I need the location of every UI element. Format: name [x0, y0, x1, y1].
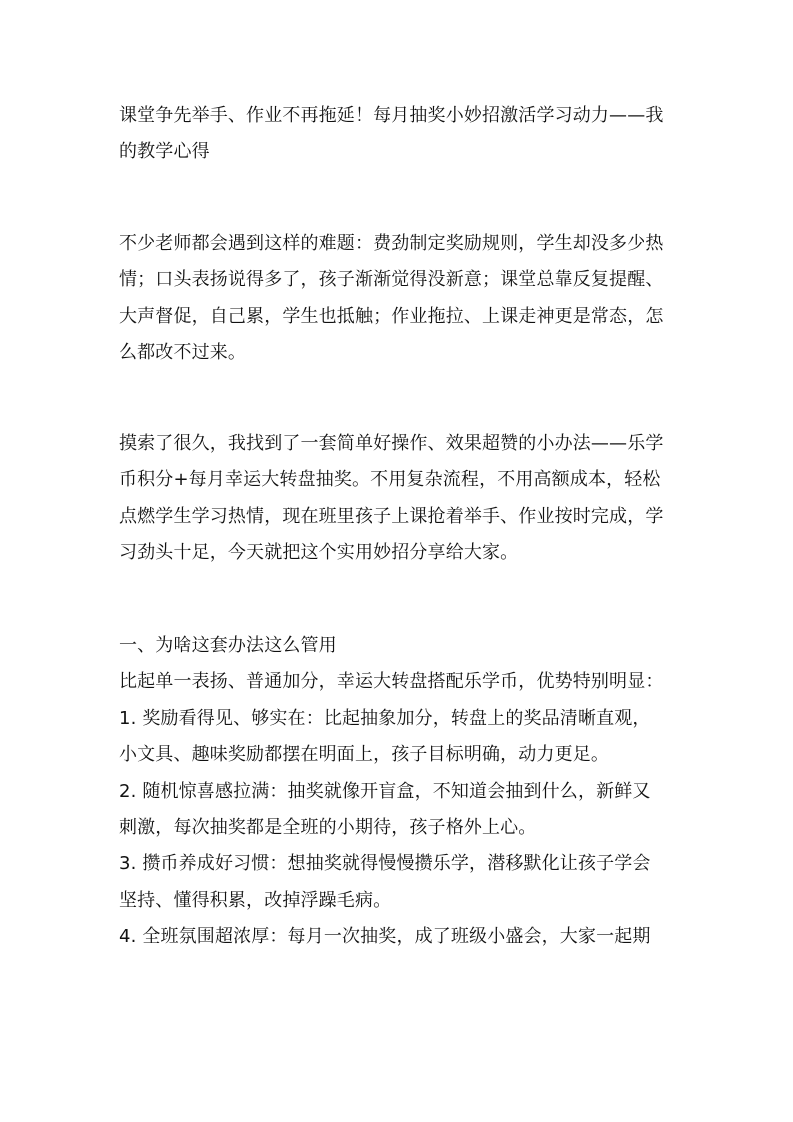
paragraph-line: 大声督促，自己累，学生也抵触；作业拖拉、上课走神更是常态，怎: [119, 305, 664, 327]
list-item-line: 刺激，每次抽奖都是全班的小期待，孩子格外上心。: [119, 816, 537, 838]
paragraph-line: 点燃学生学习热情，现在班里孩子上课抢着举手、作业按时完成，学: [119, 505, 664, 527]
title-line: 的教学心得: [119, 141, 210, 163]
list-item-line: 小文具、趣味奖励都摆在明面上，孩子目标明确，动力更足。: [119, 744, 610, 766]
list-item-line: 2. 随机惊喜感拉满：抽奖就像开盲盒，不知道会抽到什么，新鲜又: [119, 780, 651, 802]
paragraph-line: 情；口头表扬说得多了，孩子渐渐觉得没新意；课堂总靠反复提醒、: [119, 269, 664, 291]
section-heading: 一、为啥这套办法这么管用: [119, 635, 337, 656]
title-line: 课堂争先举手、作业不再拖延！每月抽奖小妙招激活学习动力——我: [119, 105, 664, 126]
paragraph-problem: [119, 226, 679, 372]
paragraph-solution: [119, 426, 679, 572]
list-item-line: 4. 全班氛围超浓厚：每月一次抽奖，成了班级小盛会，大家一起期: [119, 926, 651, 948]
paragraph-line: 摸索了很久，我找到了一套简单好操作、效果超赞的小办法——乐学: [119, 433, 664, 454]
paragraph-line: 习劲头十足，今天就把这个实用妙招分享给大家。: [119, 542, 519, 564]
paragraph-line: 币积分+每月幸运大转盘抽奖。不用复杂流程，不用高额成本，轻松: [119, 469, 661, 491]
paragraph-line: 不少老师都会遇到这样的难题：费劲制定奖励规则，学生却没多少热: [119, 233, 664, 254]
section-intro: 比起单一表扬、普通加分，幸运大转盘搭配乐学币，优势特别明显：: [119, 671, 664, 693]
paragraph-line: 么都改不过来。: [119, 342, 247, 364]
document-title: [119, 98, 679, 171]
list-item-line: 坚持、懂得积累，改掉浮躁毛病。: [119, 889, 392, 911]
section-why-effective: [119, 628, 679, 956]
list-item-line: 1. 奖励看得见、够实在：比起抽象加分，转盘上的奖品清晰直观，: [119, 707, 651, 729]
list-item-line: 3. 攒币养成好习惯：想抽奖就得慢慢攒乐学，潜移默化让孩子学会: [119, 853, 651, 875]
